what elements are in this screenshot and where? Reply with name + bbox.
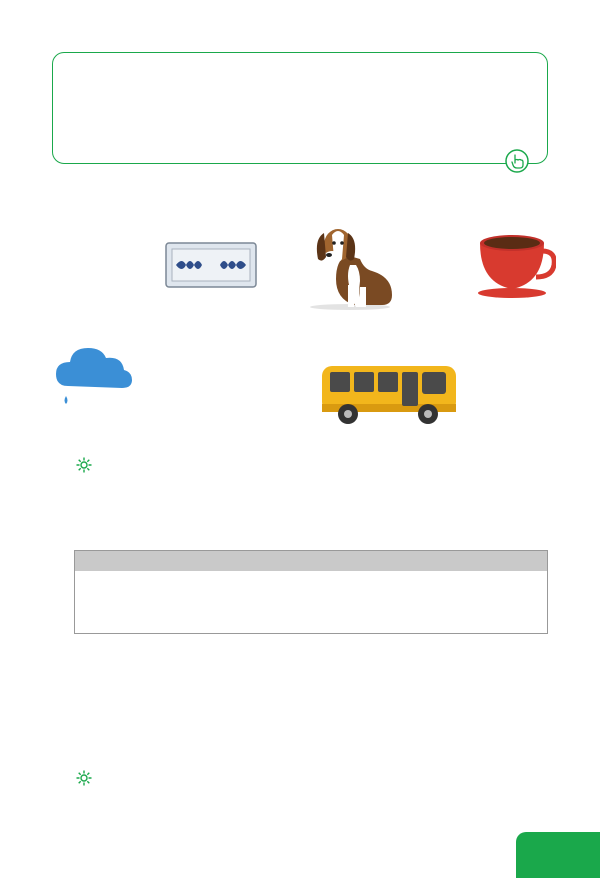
task-3 xyxy=(52,496,548,517)
info-note-box xyxy=(52,52,548,164)
rebus-1 xyxy=(0,215,600,315)
sun-bullet-icon-2 xyxy=(76,770,92,786)
razor-blade-image xyxy=(162,237,260,293)
sun-bullet-icon xyxy=(76,457,92,473)
coffee-cup-image xyxy=(474,229,556,301)
task-2 xyxy=(52,186,74,207)
beagle-dog-image xyxy=(302,221,398,311)
bottom-dots-decoration xyxy=(0,818,600,832)
top-dots-decoration xyxy=(22,8,582,22)
page-number xyxy=(516,832,600,878)
bus-image xyxy=(320,360,460,426)
browser-title-bar xyxy=(75,551,547,571)
definition-text xyxy=(75,571,547,583)
rebus-2 xyxy=(0,338,600,438)
rain-cloud-image xyxy=(54,344,134,434)
pointing-hand-icon xyxy=(505,149,529,173)
browser-window xyxy=(74,550,548,634)
qr-code-image[interactable] xyxy=(500,712,548,760)
task-4 xyxy=(52,712,74,737)
